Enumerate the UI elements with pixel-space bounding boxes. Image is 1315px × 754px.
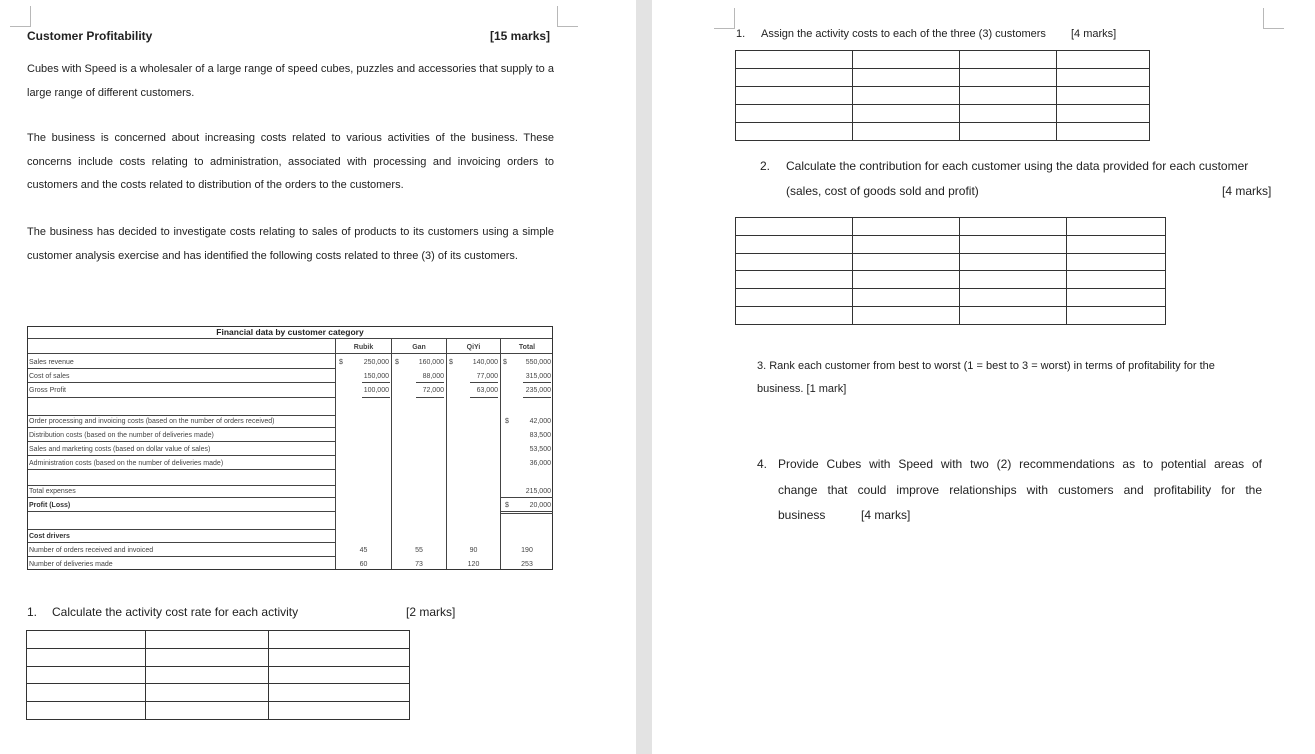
row-label-cost-drivers: Cost drivers	[29, 533, 70, 540]
cell-profit: 20,000	[529, 502, 551, 509]
cell-sales-gan: 160,000	[418, 359, 444, 366]
col-header-total: Total	[518, 344, 536, 351]
row-label-total-expenses: Total expenses	[29, 488, 76, 495]
concern-paragraph: The business is concerned about increasing costs related to various activities of the business. These concerns include costs relating to administration, associated with processing and invoicing orders to customers and the costs related to distribution of the orders to the customers.	[27, 132, 554, 191]
cell-deliveries-rubik: 60	[359, 561, 368, 568]
q1-text: Assign the activity costs to each of the three (3) customers	[761, 28, 1046, 40]
intro-paragraph: Cubes with Speed is a wholesaler of a large range of speed cubes, puzzles and accessories that supply to a large range of different customers.	[27, 63, 554, 99]
investigation-paragraph: The business has decided to investigate costs relating to sales of products to its customers using a simple customer analysis exercise and has identified the following costs related to three (3) of its customers.	[27, 226, 554, 262]
page-gap	[636, 0, 652, 754]
cell-orders-total: 190	[521, 547, 533, 554]
cell-total-expenses: 215,000	[525, 488, 551, 495]
total-marks: [15 marks]	[490, 29, 551, 43]
q4-text-line-2: change that could improve relationships with customers and profitability for the	[778, 483, 1262, 497]
document-page-1	[0, 0, 636, 754]
row-label-order-processing: Order processing and invoicing costs (based on the number of orders received)	[29, 418, 275, 425]
q4-number: 4.	[757, 457, 768, 471]
q3-text-line-1: 3. Rank each customer from best to worst (1 = best to 3 = worst) in terms of profitability for the	[757, 360, 1215, 372]
cell-distribution-total: 83,500	[529, 432, 551, 439]
answer-table-q1[interactable]	[735, 50, 1150, 141]
col-header-rubik: Rubik	[353, 344, 374, 351]
cell-orders-qiyi: 90	[469, 547, 478, 554]
row-label-gross-profit: Gross Profit	[29, 387, 66, 394]
cell-deliveries-total: 253	[521, 561, 533, 568]
cell-deliveries-gan: 73	[415, 561, 423, 568]
row-label-cost-of-sales: Cost of sales	[29, 373, 70, 380]
answer-table-1[interactable]	[26, 630, 410, 720]
q1-marks: [4 marks]	[1071, 28, 1117, 40]
question-1-text: Calculate the activity cost rate for each activity	[52, 605, 299, 619]
q2-number: 2.	[760, 159, 771, 173]
cell-order-processing-total: 42,000	[529, 418, 551, 425]
margin-marker-top-right	[557, 6, 578, 27]
cell-gp-qiyi: 63,000	[476, 387, 498, 394]
row-label-sales-marketing: Sales and marketing costs (based on dollar value of sales)	[29, 446, 211, 453]
cell-cos-qiyi: 77,000	[476, 373, 498, 380]
row-label-distribution: Distribution costs (based on the number of deliveries made)	[29, 432, 214, 439]
currency-symbol: $	[505, 418, 509, 425]
cell-orders-rubik: 45	[359, 547, 368, 554]
q4-text-line-3: business	[778, 508, 826, 522]
row-label-sales: Sales revenue	[29, 359, 74, 366]
cell-sales-qiyi: 140,000	[472, 359, 498, 366]
currency-symbol: $	[505, 502, 509, 509]
row-label-deliveries: Number of deliveries made	[29, 561, 113, 568]
cell-cos-gan: 88,000	[422, 373, 444, 380]
currency-symbol: $	[395, 359, 399, 366]
cell-administration-total: 36,000	[529, 460, 551, 467]
financial-data-table	[27, 326, 553, 570]
margin-marker-top-left	[10, 6, 31, 27]
col-header-qiyi: QiYi	[466, 344, 481, 351]
currency-symbol: $	[339, 359, 343, 366]
cell-gp-gan: 72,000	[422, 387, 444, 394]
document-title: Customer Profitability	[27, 29, 153, 43]
q3-text-line-2: business. [1 mark]	[757, 383, 847, 395]
currency-symbol: $	[503, 359, 507, 366]
col-header-gan: Gan	[412, 344, 426, 351]
cell-sales-marketing-total: 53,500	[529, 446, 551, 453]
cell-gp-rubik: 100,000	[363, 387, 389, 394]
currency-symbol: $	[449, 359, 453, 366]
cell-gp-total: 235,000	[525, 387, 551, 394]
q4-text-line-1: Provide Cubes with Speed with two (2) recommendations as to potential areas of	[778, 457, 1262, 471]
cell-deliveries-qiyi: 120	[467, 561, 480, 568]
margin-marker-top-left	[714, 8, 735, 29]
cell-orders-gan: 55	[415, 547, 423, 554]
question-1-marks: [2 marks]	[406, 605, 456, 619]
q4-marks: [4 marks]	[861, 508, 911, 522]
margin-marker-top-right	[1263, 8, 1284, 29]
q1-number: 1.	[736, 28, 746, 40]
cell-cos-total: 315,000	[525, 373, 551, 380]
cell-sales-rubik: 250,000	[363, 359, 389, 366]
table-title: Financial data by customer category	[216, 327, 364, 337]
cell-sales-total: 550,000	[525, 359, 551, 366]
q2-text-line-1: Calculate the contribution for each customer using the data provided for each customer	[786, 159, 1249, 173]
q2-text-line-2: (sales, cost of goods sold and profit)	[786, 184, 979, 198]
row-label-orders: Number of orders received and invoiced	[29, 547, 154, 554]
answer-table-q2[interactable]	[735, 217, 1166, 325]
cell-cos-rubik: 150,000	[363, 373, 389, 380]
question-1-number: 1.	[27, 605, 38, 619]
document-page-2	[652, 0, 1315, 754]
row-label-administration: Administration costs (based on the number of deliveries made)	[29, 460, 224, 467]
q2-marks: [4 marks]	[1222, 184, 1272, 198]
row-label-profit: Profit (Loss)	[29, 502, 71, 509]
